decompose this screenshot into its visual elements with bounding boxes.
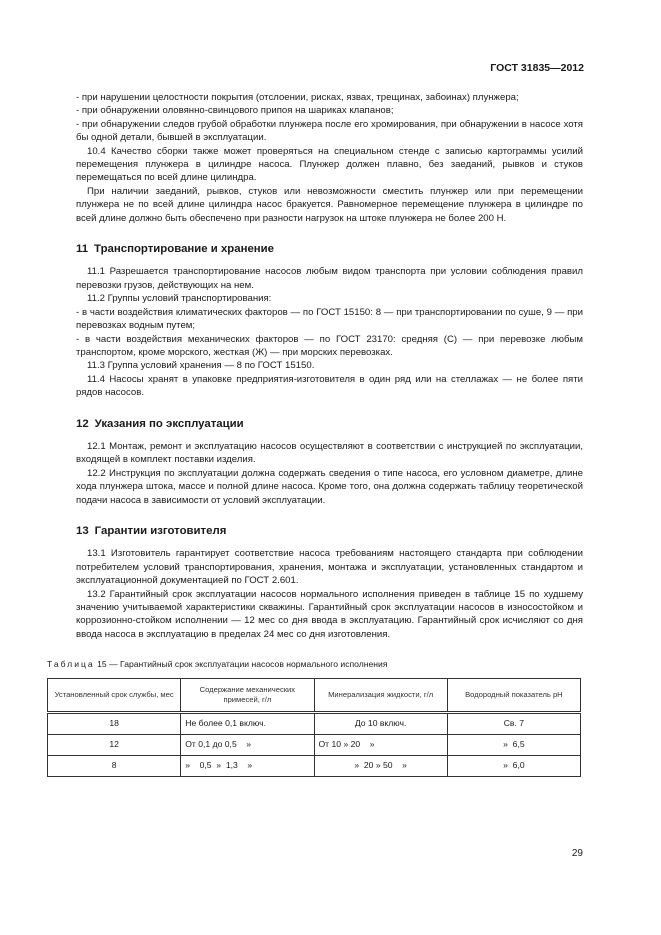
section-number: 13 [76, 524, 89, 537]
table-row [48, 755, 581, 776]
table-header-cell: Установленный срок службы, мес [48, 678, 181, 712]
list-item: - при обнаружении оловянно-свинцового припоя на шариках клапанов; [76, 105, 394, 117]
table-cell: » 6,5 [447, 734, 580, 755]
table-cell: » 6,0 [447, 755, 580, 776]
table-cell: От 10 » 20 » [314, 734, 447, 755]
page-number: 29 [571, 848, 583, 859]
paragraph-11-4: 11.4 Насосы хранят в упаковке предприятия-изготовителя в один ряд или на стеллажах — не более пяти рядов насосов. [76, 373, 583, 399]
section-title: Указания по эксплуатации [94, 417, 244, 430]
paragraph-10-4: 10.4 Качество сборки также может проверяться на специальном стенде с записью картограммы усилий перемещения плунжера в цилиндре насоса. Плунжер должен плавно, без заеданий, рывков и стуков перемещаться по всей длине цилиндра. [76, 145, 583, 184]
list-item: - при обнаружении следов грубой обработки плунжера после его хромирования, при обнаружении в насосе хотя бы одной детали, бывшей в эксплуатации. [76, 118, 583, 144]
paragraph-12-2: 12.2 Инструкция по эксплуатации должна содержать сведения о типе насоса, его условном диаметре, длине хода плунжера штока, массе и полной длине насоса. Кроме того, она должна содержать таблицу теоретической подачи насоса в зависимости от условий эксплуатации. [76, 467, 583, 506]
section-number: 12 [76, 417, 89, 430]
section-13-heading [76, 525, 583, 538]
table-cell: » 0,5 » 1,3 » [181, 755, 314, 776]
table-header-cell: Минерализация жидкости, г/л [314, 678, 447, 712]
table-row [48, 712, 581, 734]
section-title: Гарантии изготовителя [94, 524, 227, 537]
table-header-cell: Содержание механических примесей, г/л [181, 678, 314, 712]
list-item: - в части воздействия механических факторов — по ГОСТ 23170: средняя (С) — при перевозке любым транспортом, кроме морского, жесткая (Ж) — при морских перевозках. [76, 333, 583, 358]
list-item: - в части воздействия климатических факторов — по ГОСТ 15150: 8 — при транспортировании по суше, 9 — при перевозках водным путем; [76, 306, 583, 332]
table-cell: 12 [48, 734, 181, 755]
table-header-cell: Водородный показатель pH [447, 678, 580, 712]
list-item: - при нарушении целостности покрытия (отслоении, рисках, язвах, трещинах, забоинах) плунжера; [76, 92, 519, 103]
warranty-table [47, 678, 581, 777]
page-content [47, 91, 583, 777]
paragraph-11-2: 11.2 Группы условий транспортирования: [87, 293, 272, 305]
paragraph-13-2: 13.2 Гарантийный срок эксплуатации насосов нормального исполнения приведен в таблице 15 по худшему значению учитываемой характеристики скважины. Гарантийный срок эксплуатации насосов в износостойком и коррозионно-стойком исполнении — 12 мес со дня ввода в эксплуатацию. Гарантийный срок исчисляют со дня ввода насоса в эксплуатацию в пределах 24 мес со дня изготовления. [76, 588, 583, 640]
table-cell: 18 [48, 712, 181, 734]
paragraph-13-1: 13.1 Изготовитель гарантирует соответствие насоса требованиям настоящего стандарта при соблюдении потребителем условий транспортирования, хранения, монтажа и эксплуатации, установленных стандартом и эксплуатационной документацией по ГОСТ 2.601. [76, 548, 583, 587]
paragraph-11-1: 11.1 Разрешается транспортирование насосов любым видом транспорта при условии соблюдения правил перевозки грузов, действующих на нем. [76, 266, 583, 291]
section-number: 11 [76, 243, 89, 256]
paragraph-12-1: 12.1 Монтаж, ремонт и эксплуатацию насосов осуществляют в соответствии с инструкцией по эксплуатации, входящей в комплект поставки изделия. [76, 440, 583, 466]
table-caption [47, 658, 583, 671]
section-title: Транспортирование и хранение [94, 243, 275, 256]
document-header: ГОСТ 31835—2012 [490, 62, 584, 74]
table-cell: Св. 7 [447, 712, 580, 734]
table-row [48, 734, 581, 755]
table-caption-word: Таблица [47, 659, 95, 670]
table-cell: От 0,1 до 0,5 » [181, 734, 314, 755]
table-cell: 8 [48, 755, 181, 776]
table-cell: » 20 » 50 » [314, 755, 447, 776]
section-11-heading [76, 243, 583, 256]
table-header-row [48, 678, 581, 712]
paragraph-10-4-b: При наличии заеданий, рывков, стуков или невозможности сместить плунжер или при перемещении плунжера не по всей длине цилиндра насос бракуется. Равномерное перемещение плунжера в цилиндре по всей длине должно быть обеспечено при разности нагрузок на штоке плунжера не более 200 Н. [76, 185, 583, 224]
table-caption-text: 15 — Гарантийный срок эксплуатации насосов нормального исполнения [97, 659, 388, 670]
section-12-heading [76, 418, 583, 431]
table-cell: До 10 включ. [314, 712, 447, 734]
table-cell: Не более 0,1 включ. [181, 712, 314, 734]
paragraph-11-3: 11.3 Группа условий хранения — 8 по ГОСТ 15150. [87, 360, 315, 372]
